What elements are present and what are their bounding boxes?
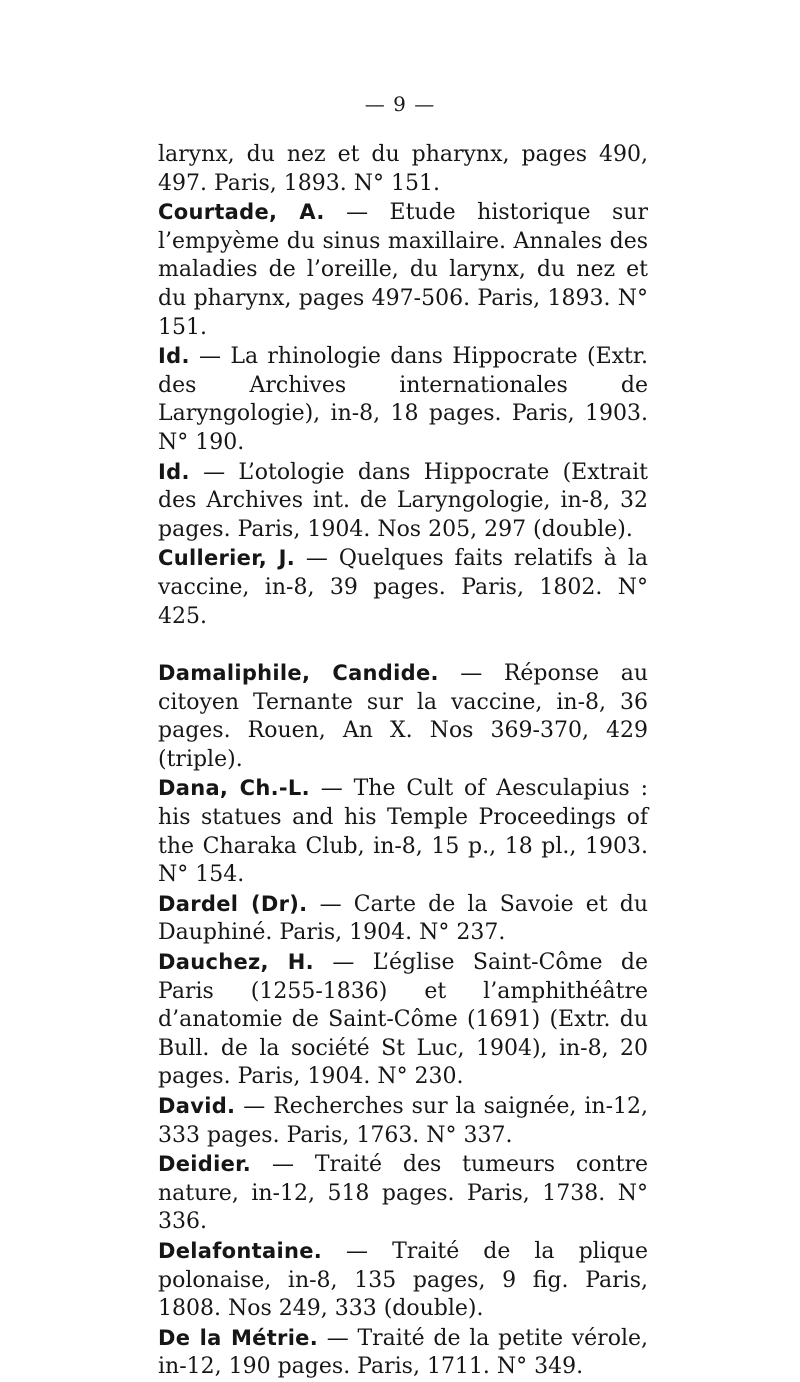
bibliography-entry [158,544,648,631]
bibliography-entry [158,774,648,889]
entry-author: Cullerier, J. [158,546,295,571]
entry-author: Courtade, A. [158,200,325,225]
entry-text: — The Cult of Aesculapius : his statues and his Temple Proceedings of the Charaka Club, in-8, 15 p., 18 pl., 1903. N° 154. [158,776,648,888]
entry-text: — Etude historique sur l’empyème du sinus maxillaire. Annales des maladies de l’oreille, du larynx, du nez et du pharynx, pages 497-506. Paris, 1893. N° 151. [158,200,648,340]
entry-author: Damaliphile, Candide. [158,661,439,686]
bibliography-entry [158,1324,648,1382]
entry-author: De la Métrie. [158,1325,319,1350]
bibliography-entry [158,342,648,457]
bibliography-list [158,140,648,1382]
entry-text: — La rhinologie dans Hippocrate (Extr. des Archives internationales de Laryngologie), in-8, 18 pages. Paris, 1903. N° 190. [158,344,648,455]
entry-text: — Traité de la plique polonaise, in-8, 135 pages, 9 fig. Paris, 1808. Nos 249, 333 (double). [158,1238,648,1322]
entry-author: Dardel (Dr). [158,891,308,916]
entry-text: — Réponse au citoyen Ternante sur la vaccine, in-8, 36 pages. Rouen, An X. Nos 369-370, 429 (triple). [158,661,648,772]
entry-author: Dauchez, H. [158,950,314,975]
entry-text: — Quelques faits relatifs à la vaccine, in-8, 39 pages. Paris, 1802. N° 425. [158,546,648,629]
entry-text: — L’église Saint-Côme de Paris (1255-1836) et l’amphithéâtre d’anatomie de Saint-Côme (1691) (Extr. du Bull. de la société St Luc, 1904), in-8, 20 pages. Paris, 1904. N° 230. [158,950,649,1090]
entry-author: Deidier. [158,1152,252,1177]
entry-author: David. [158,1094,236,1118]
bibliography-entry [158,458,648,545]
entry-author: Dana, Ch.-L. [158,776,310,801]
entry-author: Id. [158,344,190,369]
bibliography-entry [158,659,648,774]
entry-text: — Recherches sur la saignée, in-12, 333 pages. Paris, 1763. N° 337. [158,1094,648,1148]
bibliography-entry [158,140,648,198]
bibliography-entry [158,890,648,948]
bibliography-entry [158,1150,648,1237]
page-number: — 9 — [364,92,436,116]
entry-author: Delafontaine. [158,1238,323,1263]
bibliography-entry [158,948,648,1092]
entry-text: — L’otologie dans Hippocrate (Extrait des Archives int. de Laryngologie, in-8, 32 pages. Paris, 1904. Nos 205, 297 (double). [158,459,648,542]
entry-text: larynx, du nez et du pharynx, pages 490, 497. Paris, 1893. N° 151. [158,142,648,196]
entry-text: — Traité de la petite vérole, in-12, 190 pages. Paris, 1711. N° 349. [158,1325,648,1380]
entry-text: — Carte de la Savoie et du Dauphiné. Paris, 1904. N° 237. [158,891,648,946]
bibliography-entry [158,198,648,342]
entry-author: Id. [158,459,190,484]
bibliography-entry [158,1092,648,1150]
entry-text: — Traité des tumeurs contre nature, in-12, 518 pages. Paris, 1738. N° 336. [158,1152,648,1235]
bibliography-entry [158,1237,648,1324]
